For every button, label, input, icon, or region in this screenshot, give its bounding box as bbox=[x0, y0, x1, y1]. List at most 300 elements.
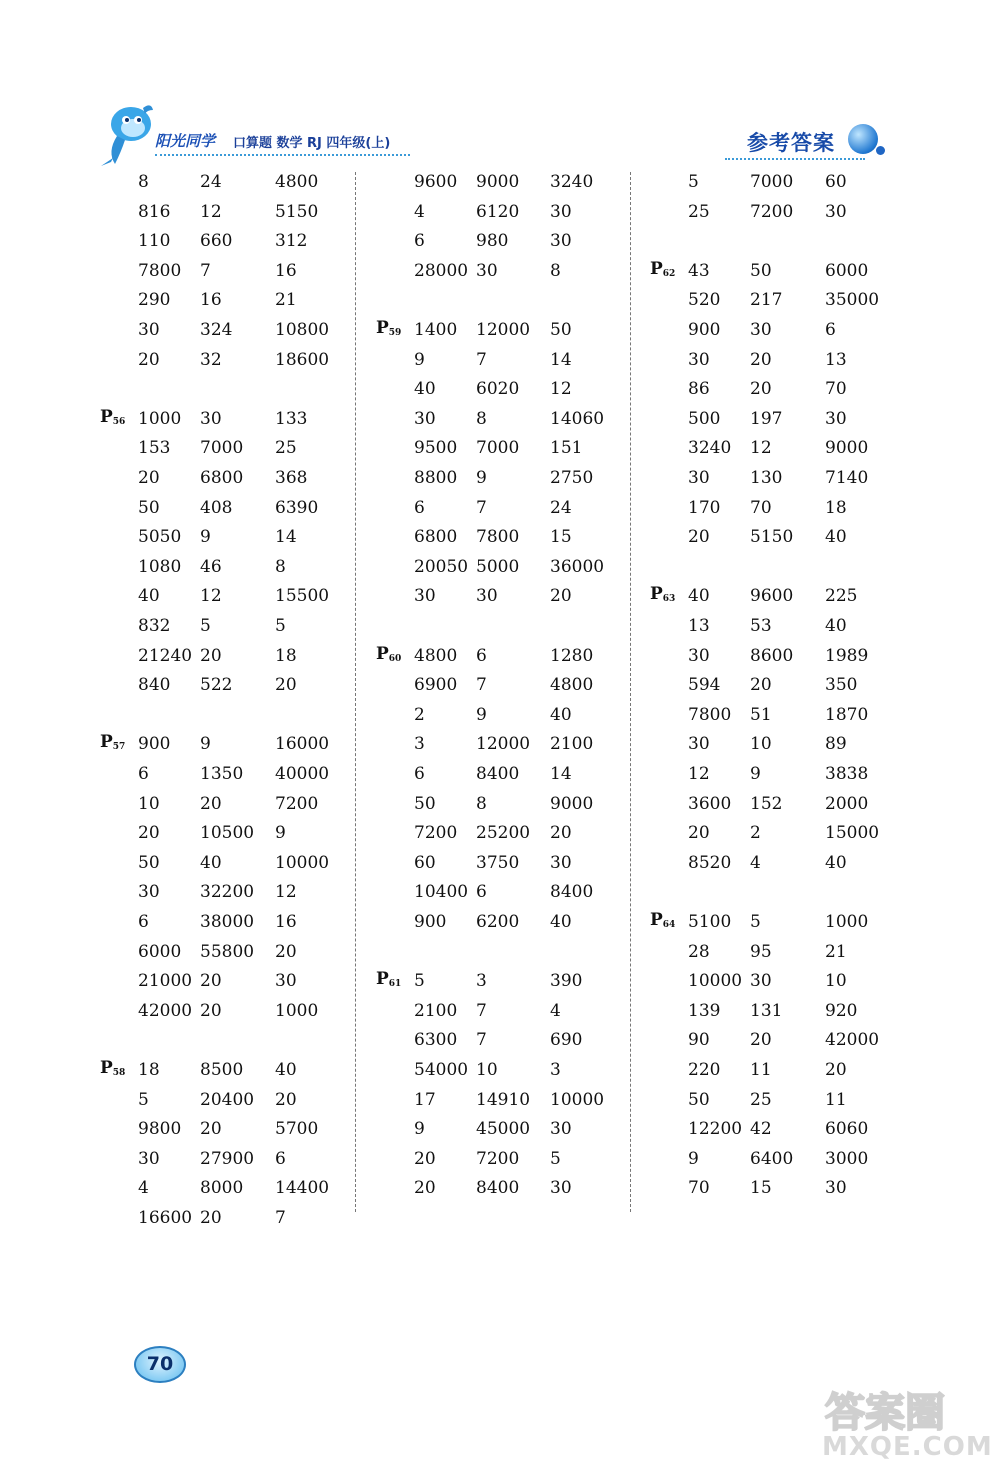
answer-value: 8 bbox=[550, 260, 561, 281]
answer-value: 14910 bbox=[476, 1089, 531, 1110]
answer-value: 2100 bbox=[414, 1000, 458, 1021]
answer-value: 130 bbox=[750, 468, 783, 488]
answer-value: 38000 bbox=[200, 912, 255, 932]
answer-value: 5150 bbox=[275, 201, 319, 222]
answer-value: 6400 bbox=[750, 1148, 794, 1169]
answer-value: 53 bbox=[750, 616, 772, 636]
page-ref-label bbox=[650, 910, 675, 930]
answer-value: 40 bbox=[550, 912, 572, 932]
section-title: 参考答案 bbox=[747, 131, 835, 155]
answer-value: 5 bbox=[138, 1089, 149, 1110]
answer-value: 14 bbox=[275, 527, 297, 548]
answer-value: 30 bbox=[550, 201, 572, 222]
answer-value: 21000 bbox=[138, 971, 193, 992]
answer-value: 18 bbox=[138, 1060, 160, 1080]
page-ref-number: 57 bbox=[112, 742, 126, 753]
answer-value: 6390 bbox=[275, 497, 319, 518]
answer-value: 6 bbox=[825, 320, 836, 340]
answer-value: 14400 bbox=[275, 1178, 330, 1199]
answer-value: 95 bbox=[750, 941, 772, 962]
answer-value: 20 bbox=[138, 468, 160, 488]
answer-value: 9500 bbox=[414, 438, 458, 459]
answer-value: 20 bbox=[550, 586, 572, 607]
answer-value: 5700 bbox=[275, 1119, 319, 1140]
answer-value: 920 bbox=[825, 1000, 858, 1021]
answer-value: 10000 bbox=[688, 971, 743, 992]
answer-value: 7 bbox=[476, 349, 487, 370]
answer-value: 30 bbox=[688, 645, 710, 666]
answer-value: 9 bbox=[414, 349, 425, 370]
answer-value: 7000 bbox=[750, 172, 794, 192]
answer-value: 40 bbox=[825, 852, 847, 873]
answer-value: 10500 bbox=[200, 823, 255, 844]
answer-value: 51 bbox=[750, 704, 772, 725]
answer-value: 30 bbox=[138, 320, 160, 340]
page-ref-number: 56 bbox=[112, 416, 126, 427]
answer-value: 2750 bbox=[550, 468, 594, 488]
answer-value: 20 bbox=[825, 1060, 847, 1080]
answer-value: 110 bbox=[138, 231, 171, 252]
answer-value: 42 bbox=[750, 1119, 772, 1140]
answer-value: 20 bbox=[750, 1030, 772, 1051]
answer-value: 7800 bbox=[476, 527, 520, 548]
answer-value: 12000 bbox=[476, 320, 531, 340]
watermark-text: MXQE.COM bbox=[822, 1432, 993, 1462]
answer-value: 16 bbox=[275, 260, 297, 281]
answer-value: 70 bbox=[750, 497, 772, 518]
answer-value: 6000 bbox=[825, 260, 869, 281]
answer-value: 153 bbox=[138, 438, 171, 459]
answer-value: 840 bbox=[138, 675, 171, 696]
answer-value: 11 bbox=[825, 1089, 847, 1110]
answer-value: 20 bbox=[200, 793, 222, 814]
page-ref-label bbox=[650, 259, 675, 279]
answer-value: 12 bbox=[750, 438, 772, 459]
answer-value: 30 bbox=[825, 408, 847, 429]
answer-value: 5100 bbox=[688, 912, 732, 932]
answer-value: 32 bbox=[200, 349, 222, 370]
answer-value: 8500 bbox=[200, 1060, 244, 1080]
answer-value: 6 bbox=[476, 645, 487, 666]
answer-value: 18 bbox=[825, 497, 847, 518]
answer-value: 6 bbox=[138, 764, 149, 784]
answer-value: 3750 bbox=[476, 852, 520, 873]
answer-value: 2100 bbox=[550, 734, 594, 755]
page-ref-letter: P bbox=[100, 406, 113, 427]
answer-value: 390 bbox=[550, 971, 583, 992]
answer-value: 5 bbox=[275, 616, 286, 636]
header-divider bbox=[155, 154, 410, 156]
book-title: 口算题 数学 RJ 四年级(上) bbox=[233, 136, 391, 151]
answer-value: 7800 bbox=[688, 704, 732, 725]
answer-value: 6000 bbox=[138, 941, 182, 962]
decorative-dot-icon bbox=[876, 146, 885, 155]
answer-value: 20 bbox=[200, 1119, 222, 1140]
answer-value: 324 bbox=[200, 320, 233, 340]
answer-value: 20 bbox=[138, 823, 160, 844]
answer-value: 5 bbox=[750, 912, 761, 932]
answer-value: 8400 bbox=[476, 764, 520, 784]
answer-value: 9 bbox=[414, 1119, 425, 1140]
answer-value: 40000 bbox=[275, 764, 330, 784]
answer-value: 40 bbox=[825, 616, 847, 636]
answer-value: 20 bbox=[138, 349, 160, 370]
answer-value: 4 bbox=[414, 201, 425, 222]
answer-value: 30 bbox=[688, 468, 710, 488]
answer-value: 1350 bbox=[200, 764, 244, 784]
answer-value: 3600 bbox=[688, 793, 732, 814]
answer-value: 5050 bbox=[138, 527, 182, 548]
answer-value: 86 bbox=[688, 379, 710, 400]
answer-value: 20 bbox=[200, 1000, 222, 1021]
answer-value: 30 bbox=[550, 231, 572, 252]
answer-value: 1280 bbox=[550, 645, 594, 666]
answer-value: 24 bbox=[550, 497, 572, 518]
answer-value: 9 bbox=[476, 468, 487, 488]
answer-value: 20 bbox=[200, 1208, 222, 1228]
column-divider bbox=[355, 172, 356, 1212]
answer-value: 4800 bbox=[414, 645, 458, 666]
answer-value: 20 bbox=[200, 971, 222, 992]
answer-value: 7 bbox=[476, 675, 487, 696]
answer-value: 225 bbox=[825, 586, 858, 607]
answer-value: 7 bbox=[476, 497, 487, 518]
answer-value: 5 bbox=[414, 971, 425, 992]
page-ref-number: 62 bbox=[662, 268, 676, 279]
svg-text:答案圈: 答案圈 bbox=[825, 1390, 945, 1436]
answer-value: 16600 bbox=[138, 1208, 193, 1228]
answer-value: 54000 bbox=[414, 1060, 469, 1080]
answer-value: 350 bbox=[825, 675, 858, 696]
answer-value: 42000 bbox=[825, 1030, 880, 1051]
answer-value: 9 bbox=[275, 823, 286, 844]
answer-value: 7140 bbox=[825, 468, 869, 488]
answer-value: 8800 bbox=[414, 468, 458, 488]
answer-value: 832 bbox=[138, 616, 171, 636]
answer-value: 20 bbox=[550, 823, 572, 844]
answer-value: 42000 bbox=[138, 1000, 193, 1021]
answer-value: 14 bbox=[550, 349, 572, 370]
answer-value: 30 bbox=[688, 349, 710, 370]
page-ref-number: 60 bbox=[388, 653, 402, 664]
answer-value: 20 bbox=[688, 527, 710, 548]
answer-value: 220 bbox=[688, 1060, 721, 1080]
page-ref-letter: P bbox=[100, 1058, 113, 1078]
answer-value: 1989 bbox=[825, 645, 869, 666]
answer-value: 980 bbox=[476, 231, 509, 252]
answer-value: 20 bbox=[414, 1178, 436, 1199]
answer-value: 6 bbox=[476, 882, 487, 903]
answer-value: 15 bbox=[750, 1178, 772, 1199]
answer-value: 6 bbox=[414, 497, 425, 518]
answer-value: 30 bbox=[550, 1119, 572, 1140]
answer-value: 90 bbox=[688, 1030, 710, 1051]
answer-value: 3240 bbox=[550, 172, 594, 192]
answer-value: 50 bbox=[550, 320, 572, 340]
answer-value: 6300 bbox=[414, 1030, 458, 1051]
answer-value: 7200 bbox=[275, 793, 319, 814]
section-title-underline bbox=[725, 158, 865, 160]
answer-value: 1080 bbox=[138, 556, 182, 577]
answer-value: 30 bbox=[688, 734, 710, 755]
answer-value: 522 bbox=[200, 675, 233, 696]
answer-value: 20050 bbox=[414, 556, 469, 577]
answer-value: 21 bbox=[275, 290, 297, 311]
answer-value: 12 bbox=[275, 882, 297, 903]
answer-value: 46 bbox=[200, 556, 222, 577]
answer-value: 6120 bbox=[476, 201, 520, 222]
answer-value: 9000 bbox=[550, 793, 594, 814]
answer-value: 25200 bbox=[476, 823, 531, 844]
answer-value: 217 bbox=[750, 290, 783, 311]
answer-value: 9 bbox=[750, 764, 761, 784]
answer-value: 50 bbox=[414, 793, 436, 814]
answer-value: 50 bbox=[138, 497, 160, 518]
answer-value: 25 bbox=[750, 1089, 772, 1110]
answer-value: 10000 bbox=[550, 1089, 605, 1110]
page-ref-letter: P bbox=[100, 732, 113, 753]
page-ref-letter: P bbox=[650, 258, 663, 279]
brand-logo-text: 阳光同学 bbox=[155, 132, 216, 150]
answer-value: 7200 bbox=[414, 823, 458, 844]
answer-value: 20 bbox=[275, 675, 297, 696]
answer-value: 594 bbox=[688, 675, 721, 696]
answer-value: 816 bbox=[138, 201, 171, 222]
page-ref-label bbox=[650, 584, 675, 604]
answer-value: 1400 bbox=[414, 320, 458, 340]
answer-value: 40 bbox=[414, 379, 436, 400]
answer-value: 35000 bbox=[825, 290, 880, 311]
answer-value: 30 bbox=[825, 1178, 847, 1199]
answer-value: 30 bbox=[275, 971, 297, 992]
answer-value: 8 bbox=[275, 556, 286, 577]
answer-value: 70 bbox=[688, 1178, 710, 1199]
answer-value: 15 bbox=[550, 527, 572, 548]
answer-value: 2000 bbox=[825, 793, 869, 814]
answer-value: 1000 bbox=[138, 408, 182, 429]
answer-value: 1000 bbox=[275, 1000, 319, 1021]
answer-value: 520 bbox=[688, 290, 721, 311]
answer-value: 30 bbox=[750, 971, 772, 992]
answer-value: 5 bbox=[200, 616, 211, 636]
answer-value: 10000 bbox=[275, 852, 330, 873]
answer-value: 30 bbox=[414, 586, 436, 607]
answer-value: 9 bbox=[476, 704, 487, 725]
answer-value: 16000 bbox=[275, 734, 330, 755]
page-header bbox=[95, 100, 895, 170]
page-ref-label bbox=[100, 732, 125, 752]
answer-value: 900 bbox=[414, 912, 447, 932]
answer-value: 4 bbox=[138, 1178, 149, 1199]
answer-value: 8400 bbox=[550, 882, 594, 903]
answer-value: 5 bbox=[550, 1148, 561, 1169]
answer-value: 8 bbox=[138, 172, 149, 192]
page-ref-letter: P bbox=[650, 584, 663, 605]
column-divider bbox=[630, 172, 631, 1212]
page-ref-number: 63 bbox=[662, 594, 676, 605]
answer-value: 55800 bbox=[200, 941, 255, 962]
answer-value: 12 bbox=[688, 764, 710, 784]
answer-value: 21240 bbox=[138, 645, 193, 666]
answer-value: 15000 bbox=[825, 823, 880, 844]
answer-value: 28000 bbox=[414, 260, 469, 281]
answer-value: 12 bbox=[200, 201, 222, 222]
answer-value: 43 bbox=[688, 260, 710, 281]
answer-value: 30 bbox=[414, 408, 436, 429]
answer-value: 7200 bbox=[476, 1148, 520, 1169]
answer-value: 6 bbox=[414, 764, 425, 784]
answer-value: 20 bbox=[750, 379, 772, 400]
answer-value: 9600 bbox=[750, 586, 794, 607]
answer-value: 25 bbox=[688, 201, 710, 222]
answer-value: 139 bbox=[688, 1000, 721, 1021]
answer-value: 12 bbox=[550, 379, 572, 400]
answer-value: 20 bbox=[750, 675, 772, 696]
answer-value: 20 bbox=[750, 349, 772, 370]
answer-value: 36000 bbox=[550, 556, 605, 577]
answer-value: 7 bbox=[275, 1208, 286, 1228]
answer-value: 30 bbox=[200, 408, 222, 429]
answer-value: 10 bbox=[750, 734, 772, 755]
answer-value: 14060 bbox=[550, 408, 605, 429]
answer-value: 8000 bbox=[200, 1178, 244, 1199]
answer-value: 2 bbox=[750, 823, 761, 844]
answer-value: 9 bbox=[200, 527, 211, 548]
answer-value: 16 bbox=[200, 290, 222, 311]
answer-value: 30 bbox=[138, 1148, 160, 1169]
answer-value: 12000 bbox=[476, 734, 531, 755]
answer-value: 6200 bbox=[476, 912, 520, 932]
answer-value: 9000 bbox=[476, 172, 520, 192]
answer-value: 20 bbox=[275, 1089, 297, 1110]
page-ref-letter: P bbox=[650, 910, 663, 930]
answer-value: 7 bbox=[476, 1000, 487, 1021]
answer-value: 25 bbox=[275, 438, 297, 459]
answer-value: 690 bbox=[550, 1030, 583, 1051]
answer-value: 32200 bbox=[200, 882, 255, 903]
answer-value: 16 bbox=[275, 912, 297, 932]
answer-value: 28 bbox=[688, 941, 710, 962]
answer-value: 10 bbox=[825, 971, 847, 992]
answer-value: 368 bbox=[275, 468, 308, 488]
answer-value: 40 bbox=[275, 1060, 297, 1080]
answer-value: 6800 bbox=[200, 468, 244, 488]
answer-value: 3000 bbox=[825, 1148, 869, 1169]
answer-value: 12 bbox=[200, 586, 222, 607]
answer-value: 6020 bbox=[476, 379, 520, 400]
answer-value: 9600 bbox=[414, 172, 458, 192]
answer-value: 20 bbox=[414, 1148, 436, 1169]
answer-value: 20 bbox=[688, 823, 710, 844]
answer-value: 6900 bbox=[414, 675, 458, 696]
page-ref-label bbox=[100, 407, 125, 427]
answer-value: 6060 bbox=[825, 1119, 869, 1140]
answer-value: 10 bbox=[476, 1060, 498, 1080]
answer-value: 45000 bbox=[476, 1119, 531, 1140]
answer-value: 3 bbox=[476, 971, 487, 992]
answer-value: 3838 bbox=[825, 764, 869, 784]
answer-value: 17 bbox=[414, 1089, 436, 1110]
page-ref-number: 58 bbox=[112, 1068, 126, 1078]
answer-value: 21 bbox=[825, 941, 847, 962]
answer-value: 10 bbox=[138, 793, 160, 814]
answer-value: 40 bbox=[688, 586, 710, 607]
page-ref-number: 61 bbox=[388, 979, 402, 990]
answer-value: 1870 bbox=[825, 704, 869, 725]
answer-value: 2 bbox=[414, 704, 425, 725]
answer-value: 50 bbox=[138, 852, 160, 873]
answer-value: 5 bbox=[688, 172, 699, 192]
answer-value: 18600 bbox=[275, 349, 330, 370]
answer-value: 40 bbox=[138, 586, 160, 607]
page-ref-letter: P bbox=[376, 318, 389, 338]
answer-value: 20400 bbox=[200, 1089, 255, 1110]
answer-value: 660 bbox=[200, 231, 233, 252]
answer-value: 1000 bbox=[825, 912, 869, 932]
answer-value: 6800 bbox=[414, 527, 458, 548]
answer-value: 8 bbox=[476, 793, 487, 814]
answer-value: 7200 bbox=[750, 201, 794, 222]
answer-value: 27900 bbox=[200, 1148, 255, 1169]
answer-value: 3 bbox=[550, 1060, 561, 1080]
page-ref-label bbox=[376, 318, 401, 338]
answer-value: 312 bbox=[275, 231, 308, 252]
answer-value: 5150 bbox=[750, 527, 794, 548]
answer-value: 3 bbox=[414, 734, 425, 755]
answer-value: 30 bbox=[750, 320, 772, 340]
answer-value: 6 bbox=[138, 912, 149, 932]
answer-value: 15500 bbox=[275, 586, 330, 607]
answer-value: 9000 bbox=[825, 438, 869, 459]
answer-value: 10400 bbox=[414, 882, 469, 903]
answer-value: 152 bbox=[750, 793, 783, 814]
answer-value: 6 bbox=[414, 231, 425, 252]
answer-value: 500 bbox=[688, 408, 721, 429]
answer-value: 30 bbox=[550, 852, 572, 873]
page-ref-label bbox=[376, 644, 401, 664]
page-ref-label bbox=[376, 969, 401, 989]
answer-value: 8 bbox=[476, 408, 487, 429]
decorative-ball-icon bbox=[848, 124, 878, 154]
answer-value: 30 bbox=[825, 201, 847, 222]
answer-value: 900 bbox=[688, 320, 721, 340]
answer-value: 18 bbox=[275, 645, 297, 666]
page-ref-label bbox=[100, 1058, 125, 1078]
answer-value: 7 bbox=[476, 1030, 487, 1051]
answer-value: 170 bbox=[688, 497, 721, 518]
answer-value: 4800 bbox=[550, 675, 594, 696]
answer-value: 197 bbox=[750, 408, 783, 429]
answer-value: 20 bbox=[200, 645, 222, 666]
answer-value: 7000 bbox=[476, 438, 520, 459]
page-number: 70 bbox=[134, 1346, 186, 1383]
answer-value: 60 bbox=[414, 852, 436, 873]
answer-value: 14 bbox=[550, 764, 572, 784]
answer-value: 20 bbox=[275, 941, 297, 962]
answer-value: 133 bbox=[275, 408, 308, 429]
answer-value: 5000 bbox=[476, 556, 520, 577]
answer-value: 131 bbox=[750, 1000, 783, 1021]
answer-value: 7800 bbox=[138, 260, 182, 281]
answer-value: 40 bbox=[200, 852, 222, 873]
answer-value: 6 bbox=[275, 1148, 286, 1169]
answer-value: 8400 bbox=[476, 1178, 520, 1199]
answer-value: 4800 bbox=[275, 172, 319, 192]
answer-value: 4 bbox=[550, 1000, 561, 1021]
answer-value: 30 bbox=[476, 586, 498, 607]
answer-value: 13 bbox=[825, 349, 847, 370]
answer-value: 9800 bbox=[138, 1119, 182, 1140]
